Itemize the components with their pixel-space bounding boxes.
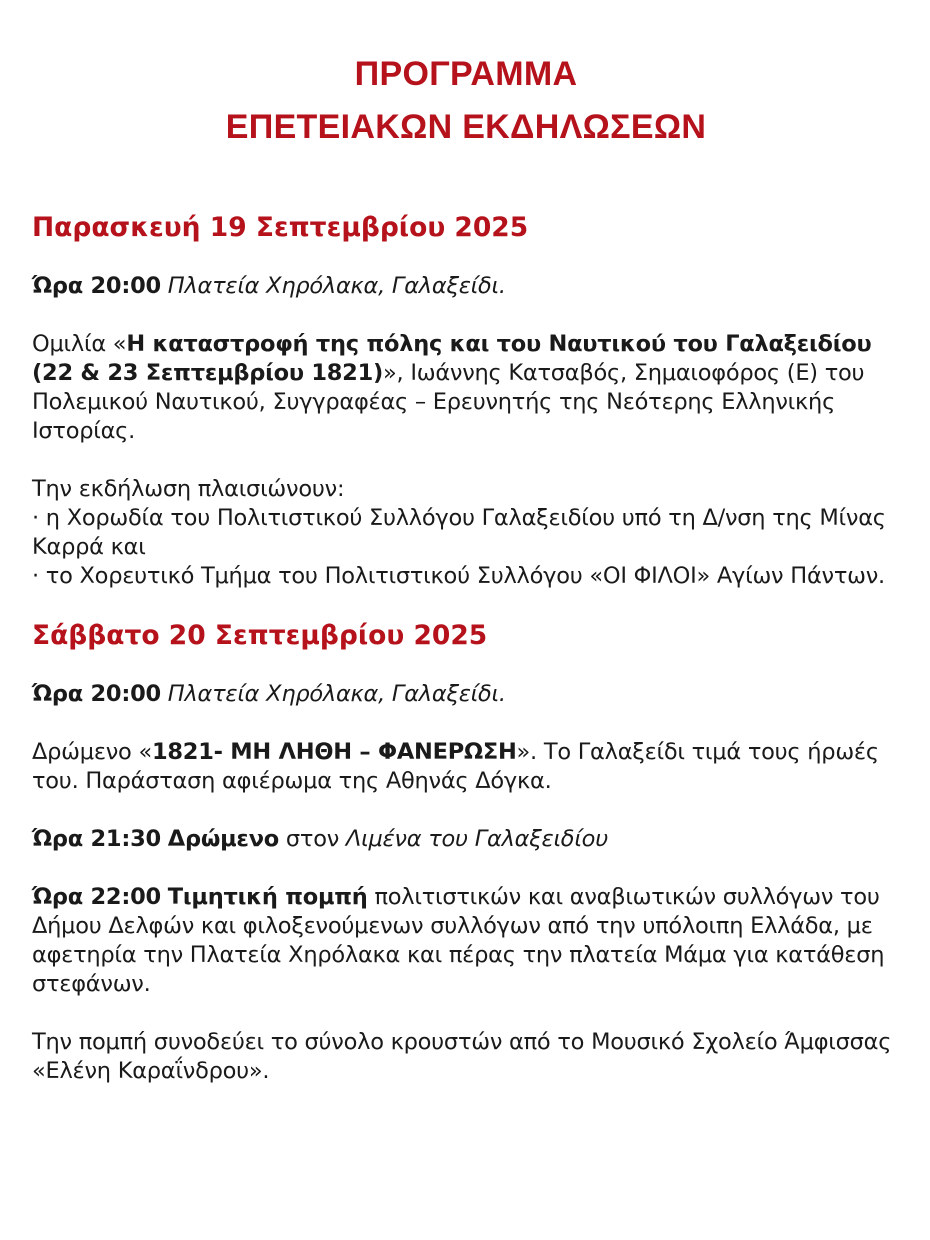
day2-event3-text: πολιτιστικών και αναβιωτικών συλλόγων του Δήμου Δελφών και φιλοξενούμενων συλλόγων από την υπόλοιπη Ελλάδα, με αφετηρία την Πλατεία Χηρόλακα και πέρας την πλατεία Μάμα για κατάθεση στεφάνων.	[32, 884, 885, 997]
day2-event2-connector: στον	[279, 826, 346, 852]
day2-venue: Πλατεία Χηρόλακα, Γαλαξείδι.	[167, 681, 506, 707]
day2-heading: Σάββατο 20 Σεπτεμβρίου 2025	[32, 620, 488, 651]
day2-event2-time: Ώρα 21:30	[32, 826, 161, 852]
day2-time-venue	[32, 680, 900, 709]
day1-venue: Πλατεία Χηρόλακα, Γαλαξείδι.	[167, 273, 506, 299]
day2-show-suffix: ». Το Γαλαξείδι τιμά τους ήρωές του. Παράσταση αφιέρωμα της Αθηνάς Δόγκα.	[32, 739, 879, 794]
day2-event3-time: Ώρα 22:00	[32, 884, 161, 910]
title-line-2: ΕΠΕΤΕΙΑΚΩΝ ΕΚΔΗΛΩΣΕΩΝ	[225, 108, 707, 146]
day1-talk-suffix: », Ιωάννης Κατσαβός, Σημαιοφόρος (Ε) του Πολεμικού Ναυτικού, Συγγραφέας – Ερευνητής της Νεότερης Ελληνικής Ιστορίας.	[32, 360, 865, 444]
day1-talk	[32, 330, 900, 446]
day2-event2-title: Δρώμενο	[167, 826, 279, 852]
day1-framing-intro: Την εκδήλωση πλαισιώνουν:	[32, 476, 345, 502]
day2-event-3	[32, 883, 900, 999]
day2-show	[32, 738, 900, 796]
day1-framing-item-1: · η Χορωδία του Πολιτιστικού Συλλόγου Γαλαξειδίου υπό τη Δ/νση της Μίνας Καρρά και	[32, 505, 886, 560]
day1-talk-title: Η καταστροφή της πόλης και του Ναυτικού του Γαλαξειδίου (22 & 23 Σεπτεμβρίου 1821)	[32, 331, 872, 386]
day1-time: Ώρα 20:00	[32, 273, 161, 299]
day2-event3-title: Τιμητική πομπή	[167, 884, 368, 910]
program-title	[32, 0, 900, 154]
day2-show-prefix: Δρώμενο «	[32, 739, 152, 765]
day2-event-2	[32, 825, 900, 854]
day2-show-title: 1821- ΜΗ ΛΗΘΗ – ΦΑΝΕΡΩΣΗ	[152, 739, 517, 765]
day1-heading: Παρασκευή 19 Σεπτεμβρίου 2025	[32, 212, 529, 243]
day1-talk-prefix: Ομιλία «	[32, 331, 127, 357]
day1-framing-item-2: · το Χορευτικό Τμήμα του Πολιτιστικού Συλλόγου «ΟΙ ΦΙΛΟΙ» Αγίων Πάντων.	[32, 563, 885, 589]
day2-event2-place: Λιμένα του Γαλαξειδίου	[345, 826, 608, 852]
day2-closing: Την πομπή συνοδεύει το σύνολο κρουστών από το Μουσικό Σχολείο Άμφισσας «Ελένη Καραΐνδρου».	[32, 1029, 892, 1084]
day2-time: Ώρα 20:00	[32, 681, 161, 707]
title-line-1: ΠΡΟΓΡΑΜΜΑ	[354, 55, 578, 93]
day1-time-venue	[32, 272, 900, 301]
